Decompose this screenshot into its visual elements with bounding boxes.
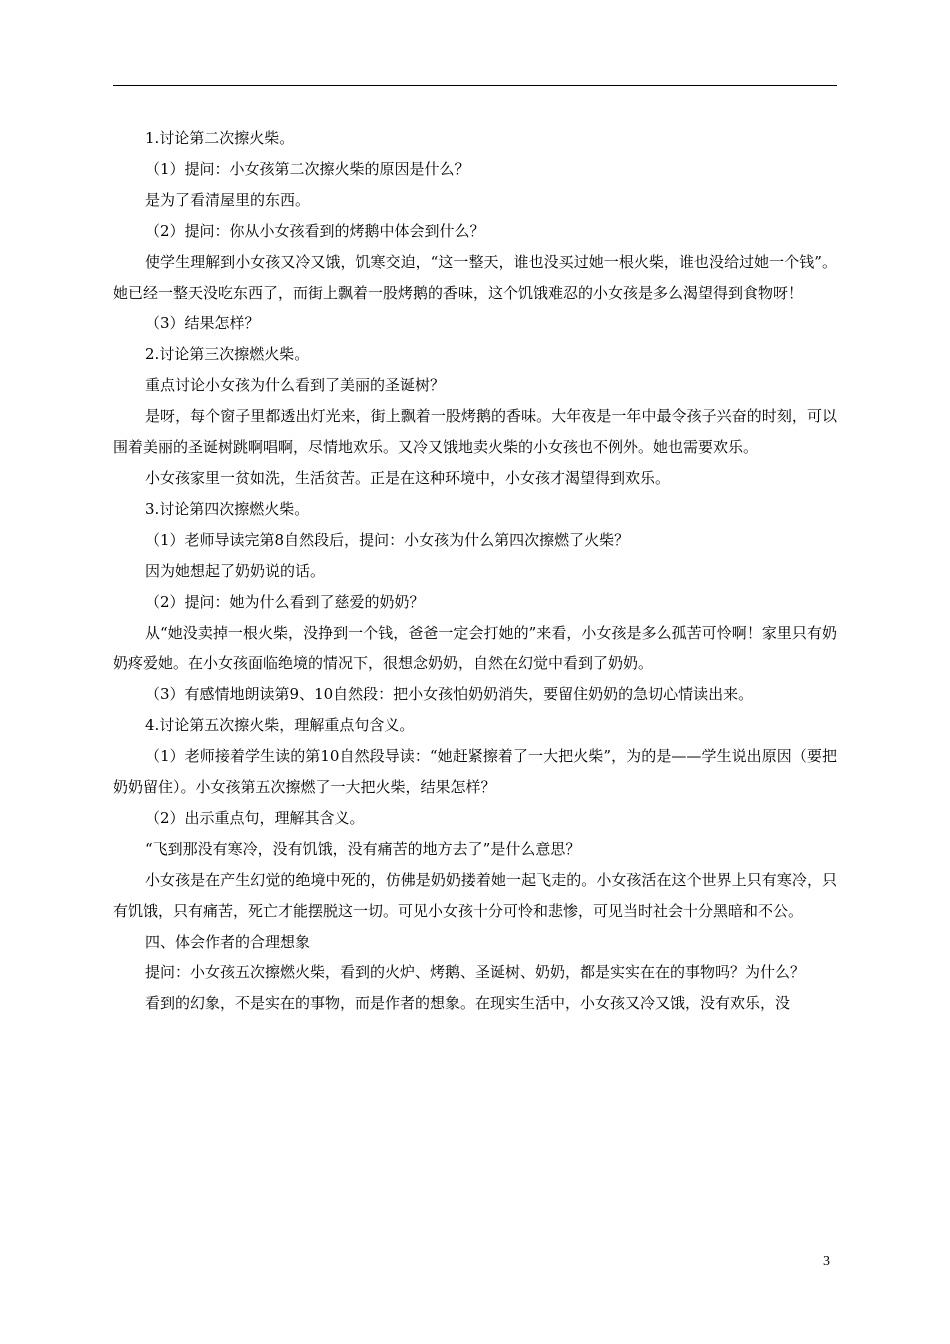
paragraph: 小女孩是在产生幻觉的绝境中死的，仿佛是奶奶搂着她一起飞走的。小女孩活在这个世界上只有寒冷，只有饥饿，只有痛苦，死亡才能摆脱这一切。可见小女孩十分可怜和悲惨，可见当时社会十分黑暗和不公。 [113, 870, 837, 920]
paragraph: 1.讨论第二次擦火柴。 [145, 129, 295, 147]
paragraph: （2）提问：她为什么看到了慈爱的奶奶？ [145, 592, 425, 611]
page-number: 3 [823, 1254, 830, 1269]
paragraph: （3）有感情地朗读第9、10自然段：把小女孩怕奶奶消失，要留住奶奶的急切心情读出来。 [145, 685, 754, 704]
paragraph: （2）提问：你从小女孩看到的烤鹅中体会到什么？ [145, 221, 485, 240]
paragraph: 3.讨论第四次擦燃火柴。 [145, 499, 310, 518]
paragraph: 看到的幻象，不是实在的事物，而是作者的想象。在现实生活中，小女孩又冷又饿，没有欢乐，没 [145, 994, 791, 1013]
paragraph: 小女孩家里一贫如洗，生活贫苦。正是在这种环境中，小女孩才渴望得到欢乐。 [145, 468, 671, 487]
paragraph: 因为她想起了奶奶说的话。 [145, 561, 326, 580]
header-rule [113, 85, 837, 86]
paragraph: （1）提问：小女孩第二次擦火柴的原因是什么？ [145, 159, 470, 178]
paragraph: 四、体会作者的合理想象 [145, 932, 311, 951]
paragraph: “飞到那没有寒冷，没有饥饿，没有痛苦的地方去了”是什么意思？ [145, 839, 581, 858]
paragraph: 是呀，每个窗子里都透出灯光来，街上飘着一股烤鹅的香味。大年夜是一年中最令孩子兴奋的时刻，可以围着美丽的圣诞树跳啊唱啊，尽情地欢乐。又冷又饿地卖火柴的小女孩也不例外。她也需要欢乐。 [113, 407, 837, 457]
paragraph: 提问：小女孩五次擦燃火柴，看到的火炉、烤鹅、圣诞树、奶奶，都是实实在在的事物吗？为什么？ [145, 963, 806, 982]
body-text [113, 123, 837, 1019]
paragraph: 2.讨论第三次擦燃火柴。 [145, 345, 310, 364]
paragraph: 从“她没卖掉一根火柴，没挣到一个钱，爸爸一定会打她的”来看，小女孩是多么孤苦可怜啊！家里只有奶奶疼爱她。在小女孩面临绝境的情况下，很想念奶奶，自然在幻觉中看到了奶奶。 [113, 623, 837, 673]
paragraph: 使学生理解到小女孩又冷又饿，饥寒交迫，“这一整天，谁也没买过她一根火柴，谁也没给过她一个钱”。她已经一整天没吃东西了，而街上飘着一股烤鹅的香味，这个饥饿难忍的小女孩是多么渴望得到食物呀！ [113, 252, 837, 302]
paragraph: （1）老师接着学生读的第10自然段导读：“她赶紧擦着了一大把火柴”，为的是——学生说出原因（要把奶奶留住）。小女孩第五次擦燃了一大把火柴，结果怎样？ [113, 747, 837, 797]
paragraph: （3）结果怎样？ [145, 314, 260, 333]
paragraph: （1）老师导读完第8自然段后，提问：小女孩为什么第四次擦燃了火柴？ [145, 530, 630, 549]
paragraph: 4.讨论第五次擦火柴，理解重点句含义。 [145, 716, 415, 735]
paragraph: （2）出示重点句，理解其含义。 [145, 808, 365, 827]
paragraph: 是为了看清屋里的东西。 [145, 190, 311, 209]
paragraph: 重点讨论小女孩为什么看到了美丽的圣诞树？ [145, 376, 446, 395]
